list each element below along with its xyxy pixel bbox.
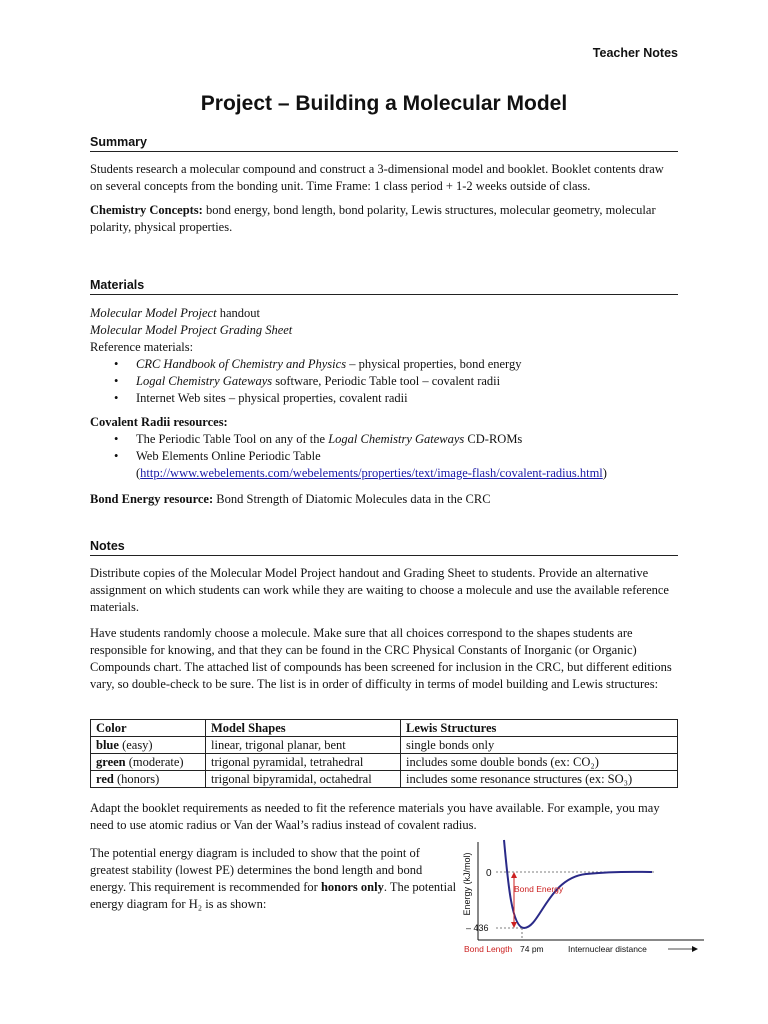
handout-suffix: handout: [216, 306, 260, 320]
bond-energy-label: Bond Energy resource:: [90, 492, 214, 506]
table-cell: includes some resonance structures (ex: SO₃): [401, 771, 678, 788]
table-header: Model Shapes: [206, 720, 401, 737]
zero-label: 0: [486, 868, 492, 879]
page-title: Project – Building a Molecular Model: [200, 92, 568, 115]
list-item: [90, 390, 678, 407]
chemistry-concepts: [90, 202, 678, 236]
materials-section: [90, 305, 678, 508]
table-row: [91, 771, 678, 788]
level: (easy): [118, 737, 153, 752]
bond-energy-label: Bond Energy: [514, 884, 564, 894]
reference-label: Reference materials:: [90, 340, 194, 354]
table-cell: includes some double bonds (ex: CO₂): [401, 754, 678, 771]
paren-close: ): [602, 466, 607, 480]
reference-list: [90, 356, 678, 407]
covalent-radii-label: [90, 414, 678, 431]
y-axis-label: Energy (kJ/mol): [462, 852, 472, 916]
honors-only: honors only: [320, 880, 384, 894]
color-name: blue: [96, 737, 119, 752]
table-cell: [91, 737, 206, 754]
ref3-text: Internet Web sites – physical properties, covalent radii: [136, 391, 408, 405]
table-row: [91, 737, 678, 754]
table-header: Lewis Structures: [401, 720, 678, 737]
color-name: green: [96, 754, 126, 769]
summary-paragraph: Students research a molecular compound and construct a 3-dimensional model and booklet. Booklet contents draw on several concepts from the bonding unit. Time Frame: 1 class period + 1-2 weeks outside of class.: [90, 162, 664, 193]
color-name: red: [96, 771, 114, 786]
table-cell: trigonal bipyramidal, octahedral: [206, 771, 401, 788]
radii2-text: Web Elements Online Periodic Table: [136, 449, 321, 463]
table-header: Color: [91, 720, 206, 737]
radii1-title: Logal Chemistry Gateways: [328, 432, 465, 446]
notes-paragraph-4: [90, 845, 458, 913]
notes-section: [90, 565, 678, 693]
min-energy-label: – 436: [466, 923, 489, 933]
grading-sheet-title: Molecular Model Project Grading Sheet: [90, 323, 293, 337]
grading-sheet-line: [90, 322, 678, 339]
bond-energy-resource: [90, 491, 678, 508]
table-row: [91, 754, 678, 771]
para4-text-b: . The potential energy diagram for H₂ is as shown:: [90, 880, 457, 911]
teacher-notes-label: Teacher Notes: [592, 46, 678, 60]
table-cell: [91, 754, 206, 771]
arrow-right-icon: [692, 946, 698, 952]
handout-line: [90, 305, 678, 322]
radii-label: Covalent Radii resources:: [90, 415, 228, 429]
list-item: [90, 448, 678, 482]
table-cell: [91, 771, 206, 788]
level: (moderate): [125, 754, 184, 769]
radii-list: [90, 431, 678, 482]
list-item: [90, 373, 678, 390]
bond-energy-text: Bond Strength of Diatomic Molecules data in the CRC: [213, 492, 491, 506]
list-item: [90, 431, 678, 448]
ref2-text: software, Periodic Table tool – covalent radii: [272, 374, 501, 388]
bond-length-value: 74 pm: [520, 944, 544, 954]
summary-section: [90, 161, 678, 236]
level: (honors): [113, 771, 160, 786]
notes-paragraph-1: Distribute copies of the Molecular Model Project handout and Grading Sheet to students. Provide an alternative assignment on which students can work while they are waiting to choose a molecule and use the available reference materials.: [90, 566, 669, 614]
notes-paragraph-2: Have students randomly choose a molecule. Make sure that all choices correspond to the shapes students are responsible for knowing, and that they can be found in the CRC Physical Constants of Inorganic (or Organic) Compounds chart. The attached list of compounds has been screened for inclusion in the CRC, but different editions vary, so double-check to be sure. The list is in order of difficulty in terms of model building and Lewis structures:: [90, 626, 672, 691]
bond-length-label: Bond Length: [464, 944, 513, 954]
paren-open: (: [136, 466, 141, 480]
para4-text-a: The potential energy diagram is included to show that the point of greatest stability (lowest PE) determines the bond length and bond energy. This requirement is recommended for: [90, 846, 423, 894]
table-cell: single bonds only: [401, 737, 678, 754]
notes-paragraph-3-text: Adapt the booklet requirements as needed to fit the reference materials you have available. For example, you may need to use atomic radius or Van der Waal’s radius instead of covalent radius.: [90, 801, 660, 832]
arrow-down-icon: [511, 922, 517, 928]
notes-paragraph-4-text: [90, 845, 458, 913]
ref1-title: CRC Handbook of Chemistry and Physics: [136, 357, 347, 371]
notes-heading: Notes: [90, 539, 678, 556]
radii1-pre: The Periodic Table Tool on any of the: [136, 432, 329, 446]
arrow-up-icon: [511, 872, 517, 878]
handout-title: Molecular Model Project: [90, 306, 217, 320]
ref1-text: – physical properties, bond energy: [346, 357, 522, 371]
materials-heading: Materials: [90, 278, 678, 295]
summary-heading: Summary: [90, 135, 678, 152]
table-cell: linear, trigonal planar, bent: [206, 737, 401, 754]
notes-paragraph-3: [90, 800, 678, 834]
concepts-text: bond energy, bond length, bond polarity, Lewis structures, molecular geometry, molecular polarity, physical properties.: [90, 203, 656, 234]
concepts-label: Chemistry Concepts:: [90, 203, 203, 217]
webelements-link[interactable]: http://www.webelements.com/webelements/properties/text/image-flash/covalent-radius.html: [140, 466, 603, 480]
x-axis-label: Internuclear distance: [568, 944, 647, 954]
difficulty-table: [90, 719, 678, 788]
table-header-row: [91, 720, 678, 737]
potential-energy-diagram: [456, 834, 706, 958]
radii1-post: CD-ROMs: [464, 432, 523, 446]
table-cell: trigonal pyramidal, tetrahedral: [206, 754, 401, 771]
list-item: [90, 356, 678, 373]
ref2-title: Logal Chemistry Gateways: [136, 374, 273, 388]
